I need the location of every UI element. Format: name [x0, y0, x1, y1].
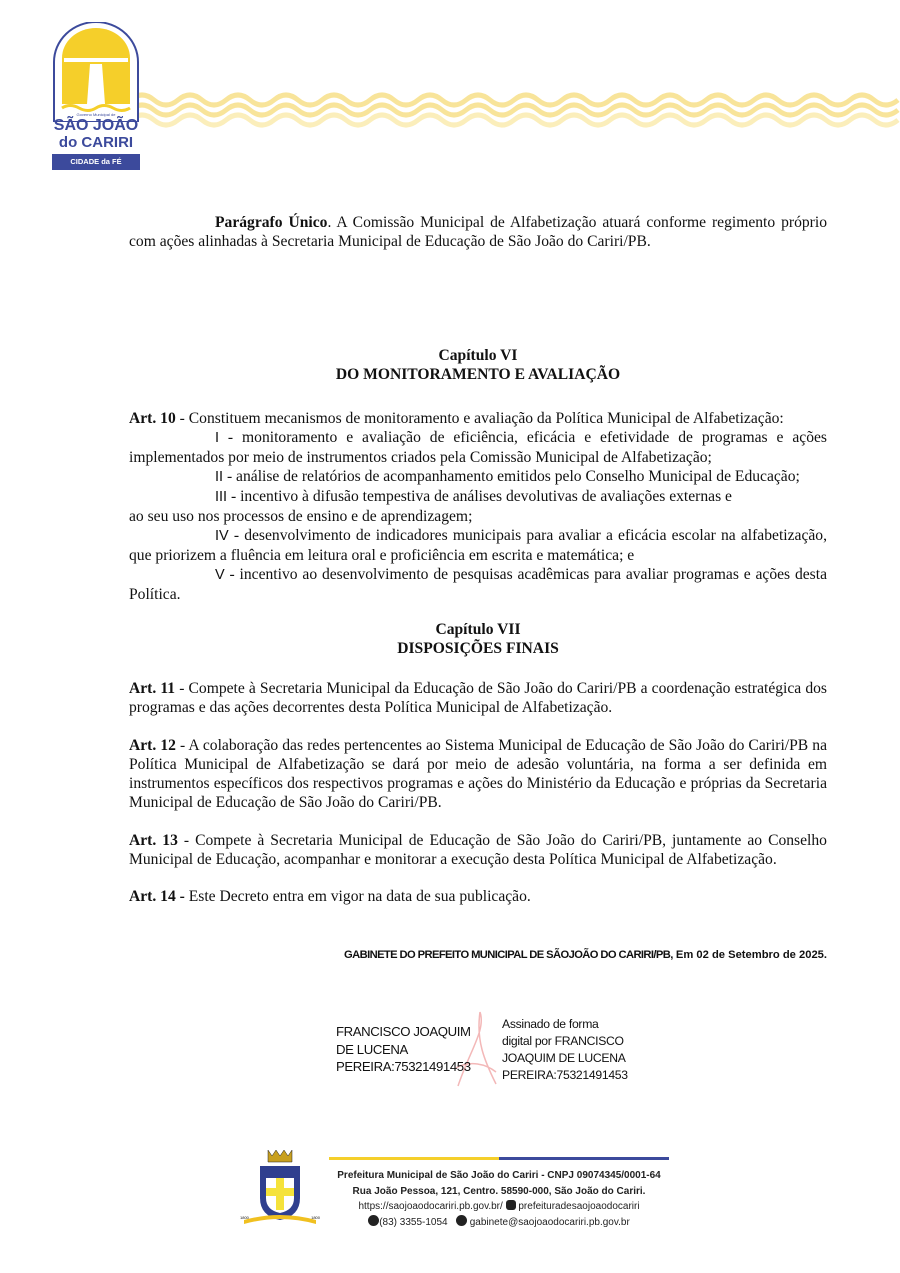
item-iv [129, 526, 827, 565]
chapter-subtitle: DO MONITORAMENTO E AVALIAÇÃO [335, 366, 621, 383]
footer-phone: (83) 3355-1054 [379, 1216, 448, 1228]
crest-year-left: 1800 [240, 1215, 249, 1220]
municipal-logo [50, 22, 142, 172]
footer-line2: Rua João Pessoa, 121, Centro. 58590-000, São João do Cariri. [352, 1185, 646, 1197]
item-number: V [215, 567, 225, 583]
footer-website-link[interactable]: https://saojoaodocariri.pb.gov.br/ [358, 1201, 503, 1212]
closing-date: Em 02 de Setembro de 2025. [672, 949, 827, 961]
article-label: Art. 10 [129, 410, 176, 427]
article-text: - Constituem mecanismos de monitoramento e avaliação da Política Municipal de Alfabetização: [175, 410, 784, 427]
item-number: IV [215, 528, 229, 544]
signer-name-line: FRANCISCO JOAQUIM [336, 1024, 471, 1039]
chapter-subtitle: DISPOSIÇÕES FINAIS [397, 640, 559, 657]
paragrafo-text: . A Comissão Municipal de Alfabetização atuará conforme regimento próprio com ações alinhadas à Secretaria Municipal de Educação de São João do Cariri/PB. [129, 214, 827, 250]
signature-note-line: Assinado de forma [502, 1017, 599, 1031]
item-text: - incentivo ao desenvolvimento de pesquisas acadêmicas para avaliar programas e ações desta Política. [129, 566, 827, 603]
closing-office: GABINETE DO PREFEITO MUNICIPAL DE SÃOJOÃO DO CARIRI/PB, [344, 949, 673, 961]
logo-small-text: Governo Municipal de [76, 112, 116, 117]
article-text: - Compete à Secretaria Municipal de Educação de São João do Cariri/PB, juntamente ao Conselho Municipal de Educação, acompanhar e monitorar a execução desta Política Municipal de Alfabetização. [129, 832, 827, 868]
municipal-crest [240, 1148, 320, 1230]
item-number: I [215, 430, 220, 446]
signature-note-line: digital por FRANCISCO [502, 1034, 624, 1048]
logo-line2: do CARIRI [58, 134, 134, 151]
item-iii [129, 487, 827, 526]
paragrafo-label: Parágrafo Único [215, 214, 328, 231]
logo-tagline: CIDADE da FÉ [52, 154, 140, 170]
item-i [129, 428, 827, 467]
footer-instagram[interactable]: prefeituradesaojoaodocariri [518, 1201, 640, 1212]
footer-line1: Prefeitura Municipal de São João do Cariri - CNPJ 09074345/0001-64 [337, 1170, 661, 1181]
article-11 [129, 679, 827, 717]
footer-email[interactable]: gabinete@saojoaodocariri.pb.gov.br [469, 1216, 630, 1228]
item-text-cont: ao seu uso nos processos de ensino e de aprendizagem; [129, 508, 473, 525]
paragrafo-unico [129, 213, 827, 251]
closing-line [344, 946, 827, 965]
article-label: Art. 14 - [129, 888, 185, 905]
article-text: - A colaboração das redes pertencentes ao Sistema Municipal de Educação de São João do Cariri/PB na Política Municipal de Alfabetização se dará por meio de adesão voluntária, na forma a ser definida em instrumentos específicos dos respectivos programas e ações do Ministério da Educação e próprias da Secretaria Municipal de Educação de São João do Cariri/PB. [129, 737, 827, 811]
article-text: Este Decreto entra em vigor na data de sua publicação. [184, 888, 531, 905]
article-13 [129, 831, 827, 869]
chapter-title: Capítulo VI [438, 347, 518, 364]
signer-name-line: DE LUCENA [336, 1041, 408, 1057]
chapter-7-heading [129, 620, 827, 658]
footer-rule-blue [499, 1157, 669, 1160]
item-text: - monitoramento e avaliação de eficiência, eficácia e efetividade de programas e ações implementados por meio de instrumentos criados pela Comissão Municipal de Alfabetização; [129, 429, 827, 466]
article-text: - Compete à Secretaria Municipal da Educação de São João do Cariri/PB a coordenação estratégica dos programas e das ações decorrentes desta Política Municipal de Alfabetização. [129, 680, 827, 716]
item-text: - desenvolvimento de indicadores municipais para avaliar a eficácia escolar na alfabetização, que priorizem a fluência em leitura oral e proficiência em escrita e matemática; e [129, 527, 827, 564]
article-label: Art. 12 [129, 737, 176, 754]
item-text: - incentivo à difusão tempestiva de análises devolutivas de avaliações externas e [227, 488, 732, 505]
item-number: III [215, 489, 228, 505]
crest-year-right: 1800 [311, 1215, 320, 1220]
article-label: Art. 13 [129, 832, 178, 849]
signature-note-line: JOAQUIM DE LUCENA [502, 1051, 626, 1065]
item-number: II [215, 469, 224, 485]
item-ii [129, 467, 827, 487]
logo-line1: SÃO JOÃO [53, 117, 139, 134]
article-10 [129, 409, 827, 604]
instagram-icon [506, 1200, 516, 1210]
signature-note [502, 1016, 628, 1084]
signer-name [336, 1023, 471, 1076]
item-v [129, 565, 827, 604]
footer-rule-yellow [329, 1157, 499, 1160]
article-14 [129, 887, 827, 906]
footer-info [320, 1168, 678, 1230]
signer-name-line: PEREIRA:75321491453 [336, 1059, 471, 1074]
item-text: - análise de relatórios de acompanhamento emitidos pelo Conselho Municipal de Educação; [223, 468, 800, 485]
signature-note-line: PEREIRA:75321491453 [502, 1068, 628, 1082]
chapter-6-heading [129, 346, 827, 384]
email-icon [456, 1215, 467, 1226]
chapter-title: Capítulo VII [435, 621, 521, 638]
decorative-waves [130, 88, 900, 130]
article-12 [129, 736, 827, 812]
article-label: Art. 11 [129, 680, 176, 697]
phone-icon [368, 1215, 379, 1226]
